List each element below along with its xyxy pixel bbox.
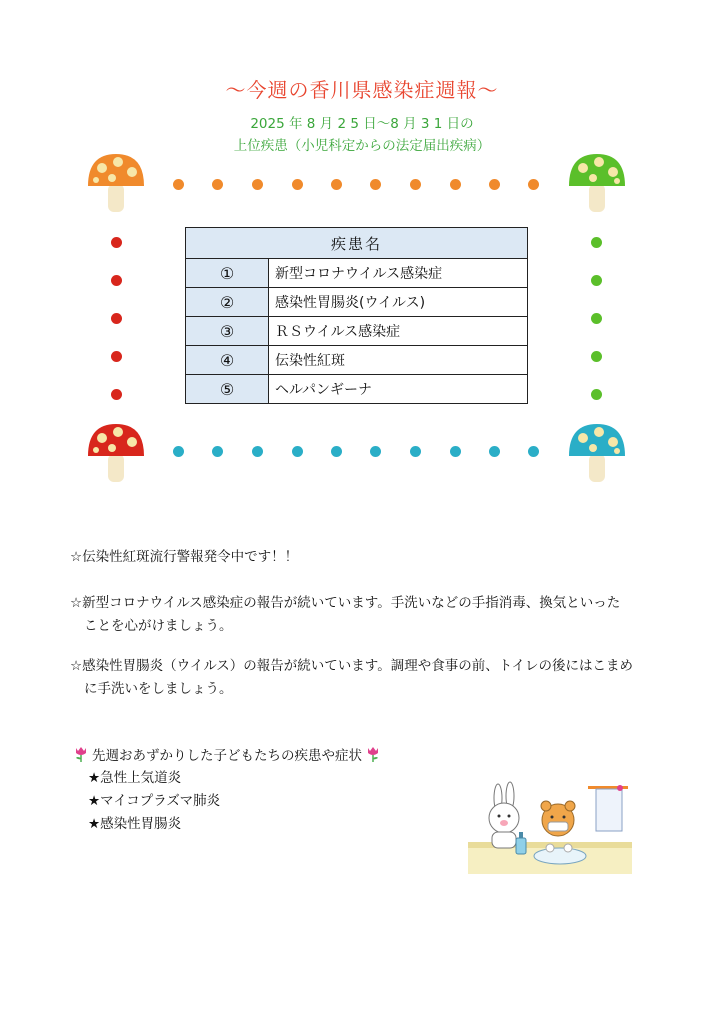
table-row (186, 288, 528, 317)
frame-dot-bottom (410, 446, 421, 457)
table-row (186, 375, 528, 404)
list-item: ★マイコプラズマ肺炎 (88, 793, 221, 809)
table-row (186, 259, 528, 288)
frame-dot-bottom (370, 446, 381, 457)
frame-dot-top (370, 179, 381, 190)
frame-dot-bottom (252, 446, 263, 457)
mushroom-red-icon (86, 420, 146, 484)
tulip-icon (366, 746, 380, 762)
disease-name-cell: 感染性胃腸炎(ウイルス) (269, 288, 528, 317)
list-item: ★感染性胃腸炎 (88, 816, 182, 832)
rank-cell: ⑤ (186, 375, 269, 404)
frame-dot-left (111, 351, 122, 362)
frame-dot-right (591, 389, 602, 400)
frame-dot-top (410, 179, 421, 190)
disease-name-cell: ヘルパンギーナ (269, 375, 528, 404)
frame-dot-bottom (212, 446, 223, 457)
frame-dot-right (591, 351, 602, 362)
rank-cell: ① (186, 259, 269, 288)
notice-covid-line2: ことを心がけましょう。 (84, 618, 233, 634)
last-week-list (88, 767, 220, 836)
frame-dot-bottom (450, 446, 461, 457)
frame-dot-top (489, 179, 500, 190)
frame-dot-left (111, 237, 122, 248)
frame-dot-bottom (173, 446, 184, 457)
mushroom-teal-icon (567, 420, 627, 484)
last-week-heading (74, 744, 380, 764)
notice-covid-line1: ☆新型コロナウイルス感染症の報告が続いています。手洗いなどの手指消毒、換気といった (70, 595, 621, 611)
handwashing-illustration (468, 780, 632, 874)
frame-dot-top (450, 179, 461, 190)
frame-dot-bottom (331, 446, 342, 457)
notice-gastro-line1: ☆感染性胃腸炎（ウイルス）の報告が続いています。調理や食事の前、トイレの後にはこまめ (70, 658, 634, 674)
frame-dot-top (331, 179, 342, 190)
disease-name-cell: ＲＳウイルス感染症 (269, 317, 528, 346)
frame-dot-left (111, 389, 122, 400)
frame-dot-right (591, 237, 602, 248)
frame-dot-top (252, 179, 263, 190)
notice-outbreak-warning: ☆伝染性紅斑流行警報発令中です！！ (70, 549, 299, 565)
rank-cell: ④ (186, 346, 269, 375)
frame-dot-top (528, 179, 539, 190)
mushroom-green-icon (567, 150, 627, 214)
table-row (186, 317, 528, 346)
disease-ranking-table (185, 227, 528, 404)
list-item: ★急性上気道炎 (88, 770, 182, 786)
frame-dot-bottom (528, 446, 539, 457)
frame-dot-right (591, 275, 602, 286)
frame-dot-bottom (292, 446, 303, 457)
mushroom-orange-icon (86, 150, 146, 214)
notice-gastro-line2: に手洗いをしましょう。 (84, 681, 233, 697)
table-header: 疾患名 (186, 228, 528, 259)
disease-name-cell: 新型コロナウイルス感染症 (269, 259, 528, 288)
frame-dot-left (111, 313, 122, 324)
disease-name-cell: 伝染性紅斑 (269, 346, 528, 375)
frame-dot-top (212, 179, 223, 190)
frame-dot-top (173, 179, 184, 190)
tulip-icon (74, 746, 88, 762)
report-subtitle: 上位疾患（小児科定からの法定届出疾病） (233, 138, 491, 154)
frame-dot-bottom (489, 446, 500, 457)
notice-gastroenteritis (70, 655, 680, 701)
notice-covid (70, 592, 680, 638)
frame-dot-left (111, 275, 122, 286)
page-title: 〜今週の香川県感染症週報〜 (225, 78, 499, 102)
rank-cell: ③ (186, 317, 269, 346)
rank-cell: ② (186, 288, 269, 317)
report-period: 2025 年 8 月 2 5 日〜8 月 3 1 日の (250, 116, 474, 132)
last-week-heading-text: 先週おあずかりした子どもたちの疾患や症状 (92, 748, 362, 764)
frame-dot-top (292, 179, 303, 190)
table-row (186, 346, 528, 375)
frame-dot-right (591, 313, 602, 324)
